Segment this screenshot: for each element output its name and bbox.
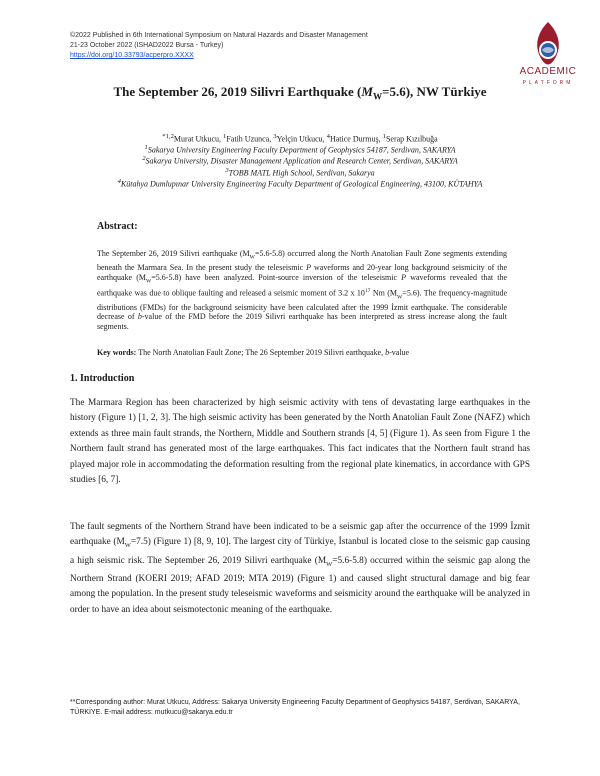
keywords-text: The North Anatolian Fault Zone; The 26 September 2019 Silivri earthquake, b-value	[138, 348, 410, 357]
intro-paragraph-1: The Marmara Region has been characterized by high seismic activity with tens of devastating large earthquakes in the history (Figure 1) [1, 2, 3]. The high seismic activity has been generated by the North Anatolian Fault Zone (NAFZ) which extends as three main fault strands, the Northern, Middle and Southern strands [4, 5] (Figure 1). As seen from Figure 1 the Northern fault strand has generated most of the large earthquakes. This fact indicates that the Northern fault strand has played major role in accommodating the deformation resulting from the regional plate kinematics, in accordance with GPS studies [6, 7].	[70, 398, 530, 486]
paper-title: The September 26, 2019 Silivri Earthquake $(M_W=5.6)$, NW Türkiye	[113, 84, 487, 102]
logo-text-platform: PLATFORM	[522, 80, 574, 86]
affiliation-4: $^4$Kütahya Dumlupınar University Engineering Faculty Department of Geological Engineering, 43100, KÜTAHYA	[117, 178, 483, 189]
author-list: $^{*1,2}$Murat Utkucu, $^1$Fatih Uzunca, $^3$Yelçin Utkucu, $^4$Hatice Durmuş, $^1$Serap Kızılbuğa	[162, 133, 438, 144]
logo-emblem-icon	[537, 22, 559, 65]
corresponding-author-footnote: **Corresponding author: Murat Utkucu, Address: Sakarya University Engineering Faculty Department of Geophysics 54187, Serdivan, SAKARYA, TÜRKİYE. E-mail address: mutkucu@sakarya.edu.tr	[70, 699, 520, 716]
abstract-heading: Abstract:	[97, 221, 138, 232]
affiliation-2: $^2$Sakarya University, Disaster Management Application and Research Center, Serdivan, SAKARYA	[142, 155, 458, 166]
affiliation-1: $^1$Sakarya University Engineering Faculty Department of Geophysics 54187, Serdivan, SAKARYA	[144, 144, 456, 155]
affiliation-3: $^3$TOBB MATL High School, Serdivan, Sakarya	[225, 167, 375, 178]
intro-paragraph-2: The fault segments of the Northern Strand have been indicated to be a seismic gap after the occurrence of the 1999 İzmit earthquake $(M_W=7.5)$ (Figure 1) [8, 9, 10]. The largest city of Türkiye, İstanbul is located close to the seismic gap causing a high seismic risk. The September 26, 2019 Silivri earthquake $(M_W=5.6-5.8)$ occurred within the seismic gap along the Northern Strand (KOERI 2019; AFAD 2019; MTA 2019) (Figure 1) and caused slight structural damage and big fear among the population. In the present study teleseismic waveforms and seismicity around the earthquake will be analyzed in order to have an idea about seismotectonic meaning of the earthquake.	[70, 522, 531, 615]
logo-text-academic: ACADEMIC	[519, 66, 577, 77]
conference-header	[70, 31, 368, 61]
doi-link[interactable]: https://doi.org/10.33793/acperpro.XXXX	[70, 52, 194, 59]
keywords	[97, 348, 507, 357]
keywords-label: Key words:	[97, 348, 137, 357]
header-line-2: 21-23 October 2022 (ISHAD2022 Bursa - Turkey)	[70, 42, 224, 49]
header-line-1: ©2022 Published in 6th International Symposium on Natural Hazards and Disaster Management	[70, 32, 368, 39]
section-heading-introduction: 1. Introduction	[70, 373, 135, 384]
abstract-body: The September 26, 2019 Silivri earthquake $(M_W=5.6-5.8)$ occurred along the North Anatolian Fault Zone segments extending beneath the Marmara Sea. In the present study the teleseismic P waveforms and 20-year long background seismicity of the earthquake $(M_W=5.6-5.8)$ have been analyzed. Point-source inversion of the teleseismic P waveforms revealed that the earthquake was due to oblique faulting and released a seismic moment of 3.2 x $10^{17}$ Nm $(M_W=5.6)$. The frequency-magnitude distributions (FMDs) for the background seismicity have been calculated after the 1999 İzmit earthquake. The considerable decrease of b-value of the FMD before the 2019 Silivri earthquake has been interpreted as stress increase along the fault segments.	[97, 249, 508, 331]
